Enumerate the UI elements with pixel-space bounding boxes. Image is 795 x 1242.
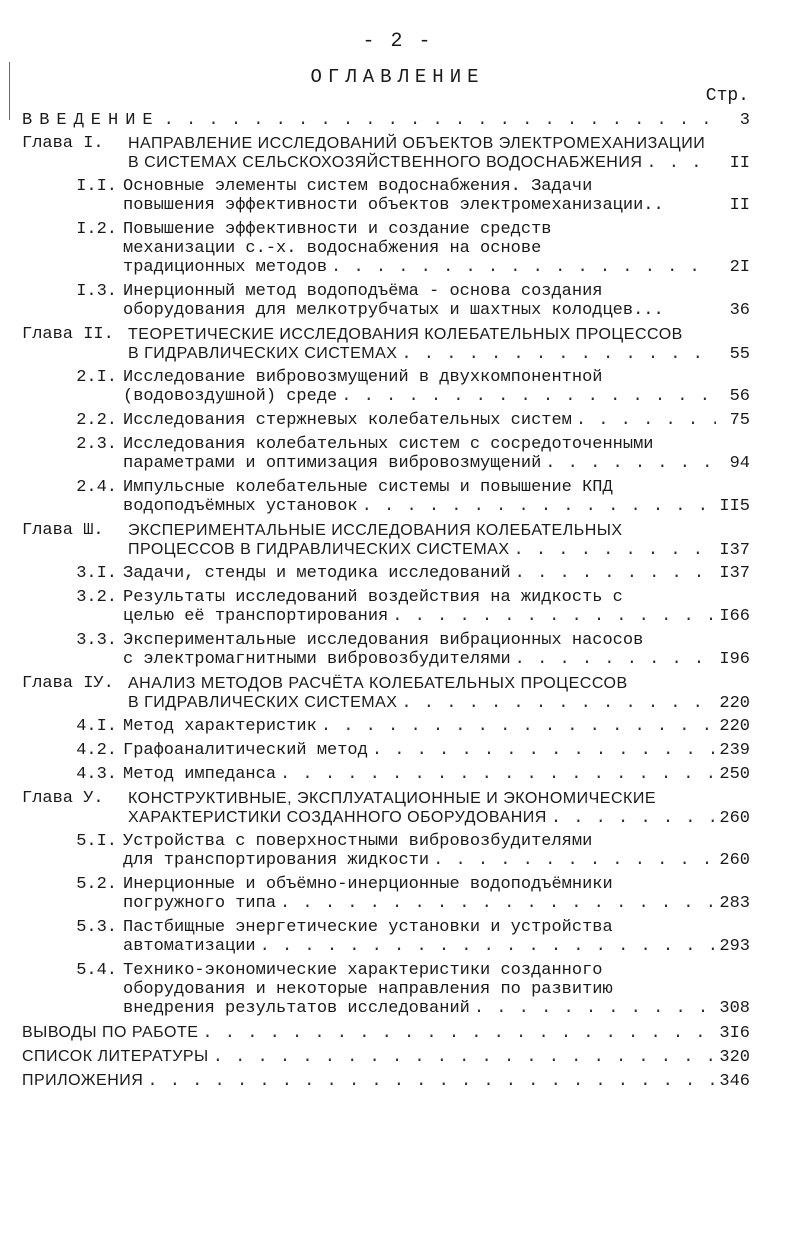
leader-dots	[280, 765, 715, 784]
entry-page: I37	[719, 564, 750, 583]
entry-title-line: ХАРАКТЕРИСТИКИ СОЗДАННОГО ОБОРУДОВАНИЯ	[128, 809, 547, 826]
leader-dots	[372, 741, 716, 760]
entry-title-line: КОНСТРУКТИВНЫЕ, ЭКСПЛУАТАЦИОННЫЕ И ЭКОНОМИЧЕСКИЕ	[128, 790, 657, 807]
entry-title: ВВЕДЕНИЕ	[22, 111, 160, 130]
entry-page: 260	[719, 809, 750, 828]
entry-title-line: внедрения результатов исследований	[123, 999, 470, 1018]
entry-title-line: Повышение эффективности и создание средств	[123, 220, 552, 239]
section-number: 2.2.	[76, 411, 117, 430]
entry-title-line: НАПРАВЛЕНИЕ ИССЛЕДОВАНИЙ ОБЪЕКТОВ ЭЛЕКТРОМЕХАНИЗАЦИИ	[128, 135, 706, 152]
entry-page: 3I6	[719, 1024, 750, 1043]
toc-entry-section-1-3[interactable]	[22, 282, 750, 320]
entry-title-line: Устройства с поверхностными вибровозбудителями	[123, 832, 593, 851]
entry-title-line: Пастбищные энергетические установки и устройства	[123, 918, 613, 937]
entry-title: ВЫВОДЫ ПО РАБОТЕ	[22, 1024, 199, 1041]
leader-dots	[213, 1048, 716, 1067]
entry-page: 250	[719, 765, 750, 784]
chapter-number: Глава IУ.	[22, 674, 114, 693]
entry-title-line: Технико-экономические характеристики созданного	[123, 961, 603, 980]
section-number: 3.2.	[76, 588, 117, 607]
toc-entry-section-5-1[interactable]	[22, 832, 750, 870]
toc-entry-section-3-2[interactable]	[22, 588, 750, 626]
entry-title-line: Исследования колебательных систем с сосредоточенными	[123, 435, 654, 454]
leader-dots	[362, 497, 716, 516]
entry-page: II5	[719, 497, 750, 516]
page-number: - 2 -	[362, 30, 433, 53]
leader-dots	[280, 894, 715, 913]
section-number: 4.I.	[76, 717, 117, 736]
entry-title-line: (водовоздушной) среде	[123, 387, 338, 406]
entry-title-line: повышения эффективности объектов электромеханизации..	[123, 196, 664, 215]
entry-title-line: Экспериментальные исследования вибрационных насосов	[123, 631, 644, 650]
section-number: 2.4.	[76, 478, 117, 497]
section-number: I.2.	[76, 220, 117, 239]
section-number: 5.I.	[76, 832, 117, 851]
entry-title-line: Импульсные колебательные системы и повышение КПД	[123, 478, 613, 497]
entry-page: 55	[729, 345, 750, 364]
leader-dots	[260, 937, 716, 956]
toc-entry-section-2-4[interactable]	[22, 478, 750, 516]
chapter-number: Глава II.	[22, 325, 114, 344]
entry-title-line: Метод импеданса	[123, 765, 277, 784]
entry-page: 220	[719, 717, 750, 736]
entry-title: СПИСОК ЛИТЕРАТУРЫ	[22, 1048, 209, 1065]
entry-title-line: параметрами и оптимизация вибровозмущений	[123, 454, 542, 473]
toc-entry-chapter-2[interactable]	[22, 325, 750, 364]
entry-title-line: В ГИДРАВЛИЧЕСКИХ СИСТЕМАХ	[128, 694, 398, 711]
toc-entry-section-5-2[interactable]	[22, 875, 750, 913]
leader-dots	[576, 411, 716, 430]
toc-entry-section-5-4[interactable]	[22, 961, 750, 1018]
leader-dots	[341, 387, 716, 406]
entry-page: 94	[729, 454, 750, 473]
entry-title-line: механизации с.-х. водоснабжения на основе	[123, 239, 542, 258]
entry-page: 75	[729, 411, 750, 430]
entry-title: ПРИЛОЖЕНИЯ	[22, 1072, 144, 1089]
entry-title-line: Инерционные и объёмно-инерционные водоподъёмники	[123, 875, 613, 894]
section-number: 5.2.	[76, 875, 117, 894]
entry-page: 346	[719, 1072, 750, 1091]
entry-title-line: автоматизации	[123, 937, 256, 956]
leader-dots	[545, 454, 716, 473]
toc-entry-references[interactable]	[22, 1047, 750, 1067]
leader-dots	[331, 258, 716, 277]
leader-dots	[401, 694, 715, 713]
entry-title-line: В ГИДРАВЛИЧЕСКИХ СИСТЕМАХ	[128, 345, 398, 362]
toc-entry-chapter-5[interactable]	[22, 789, 750, 828]
leader-dots	[515, 564, 716, 583]
section-number: 4.3.	[76, 765, 117, 784]
entry-page: 56	[729, 387, 750, 406]
entry-title-line: для транспортирования жидкости	[123, 851, 430, 870]
leader-dots	[551, 809, 716, 828]
leader-dots	[474, 999, 716, 1018]
toc-entry-chapter-4[interactable]	[22, 674, 750, 713]
entry-title-line: Задачи, стенды и методика исследований	[123, 564, 511, 583]
entry-title-line: АНАЛИЗ МЕТОДОВ РАСЧЁТА КОЛЕБАТЕЛЬНЫХ ПРОЦЕССОВ	[128, 675, 628, 692]
entry-title-line: водоподъёмных установок	[123, 497, 358, 516]
toc-entry-section-4-3[interactable]	[22, 765, 750, 784]
entry-page: II	[729, 154, 750, 173]
leader-dots	[147, 1072, 715, 1091]
entry-page: 2I	[729, 258, 750, 277]
leader-dots	[514, 541, 716, 560]
entry-page: 220	[719, 694, 750, 713]
entry-title-line: Результаты исследований воздействия на жидкость с	[123, 588, 623, 607]
section-number: 3.3.	[76, 631, 117, 650]
table-of-contents	[22, 111, 750, 1095]
chapter-number: Глава Ш.	[22, 521, 104, 540]
section-number: 5.4.	[76, 961, 117, 980]
entry-page: 320	[719, 1048, 750, 1067]
entry-page: 283	[719, 894, 750, 913]
toc-entry-section-3-1[interactable]	[22, 564, 750, 583]
leader-dots	[515, 650, 716, 669]
page-column-header: Стр.	[705, 86, 749, 106]
leader-dots	[202, 1024, 715, 1043]
entry-page: 260	[719, 851, 750, 870]
entry-title-line: Графоаналитический метод	[123, 741, 368, 760]
toc-entry-appendices[interactable]	[22, 1071, 750, 1091]
entry-title-line: Метод характеристик	[123, 717, 317, 736]
toc-entry-section-2-1[interactable]	[22, 368, 750, 406]
section-number: 2.3.	[76, 435, 117, 454]
entry-title-line: Исследование вибровозмущений в двухкомпонентной	[123, 368, 603, 387]
toc-entry-chapter-1[interactable]	[22, 134, 750, 173]
entry-page: I96	[719, 650, 750, 669]
entry-page: I37	[719, 541, 750, 560]
toc-entry-conclusions[interactable]	[22, 1023, 750, 1043]
toc-entry-section-4-1[interactable]	[22, 717, 750, 736]
toc-entry-section-3-3[interactable]	[22, 631, 750, 669]
entry-title-line: Основные элементы систем водоснабжения. Задачи	[123, 177, 593, 196]
leader-dots	[392, 607, 715, 626]
toc-entry-section-1-1[interactable]	[22, 177, 750, 215]
toc-entry-section-1-2[interactable]	[22, 220, 750, 277]
entry-title-line: ПРОЦЕССОВ В ГИДРАВЛИЧЕСКИХ СИСТЕМАХ	[128, 541, 510, 558]
leader-dots	[401, 345, 716, 364]
chapter-number: Глава У.	[22, 789, 104, 808]
toc-entry-section-5-3[interactable]	[22, 918, 750, 956]
entry-title-line: оборудования и некоторые направления по развитию	[123, 980, 613, 999]
leader-dots	[164, 111, 716, 130]
chapter-number: Глава I.	[22, 134, 104, 153]
entry-title-line: целью её транспортирования	[123, 607, 389, 626]
leader-dots	[433, 851, 715, 870]
leader-dots	[646, 154, 716, 173]
toc-entry-section-4-2[interactable]	[22, 741, 750, 760]
entry-title-line: В СИСТЕМАХ СЕЛЬСКОХОЗЯЙСТВЕННОГО ВОДОСНАБЖЕНИЯ	[128, 154, 643, 171]
entry-page: I66	[719, 607, 750, 626]
toc-entry-intro[interactable]	[22, 111, 750, 130]
leader-dots	[321, 717, 716, 736]
toc-entry-section-2-2[interactable]	[22, 411, 750, 430]
entry-title-line: с электромагнитными вибровозбудителями	[123, 650, 511, 669]
section-number: 4.2.	[76, 741, 117, 760]
toc-entry-section-2-3[interactable]	[22, 435, 750, 473]
entry-title-line: ТЕОРЕТИЧЕСКИЕ ИССЛЕДОВАНИЯ КОЛЕБАТЕЛЬНЫХ ПРОЦЕССОВ	[128, 326, 683, 343]
entry-title-line: оборудования для мелкотрубчатых и шахтных колодцев...	[123, 301, 664, 320]
toc-title: ОГЛАВЛЕНИЕ	[310, 66, 485, 88]
entry-title-line: Инерционный метод водоподъёма - основа создания	[123, 282, 603, 301]
entry-title-line: ЭКСПЕРИМЕНТАЛЬНЫЕ ИССЛЕДОВАНИЯ КОЛЕБАТЕЛЬНЫХ	[128, 522, 623, 539]
entry-page: 3	[739, 111, 750, 130]
entry-page: 308	[719, 999, 750, 1018]
section-number: I.I.	[76, 177, 117, 196]
entry-page: II	[729, 196, 750, 215]
entry-page: 239	[719, 741, 750, 760]
section-number: I.3.	[76, 282, 117, 301]
entry-page: 36	[729, 301, 750, 320]
entry-title-line: погружного типа	[123, 894, 277, 913]
entry-title-line: Исследования стержневых колебательных систем	[123, 411, 572, 430]
section-number: 5.3.	[76, 918, 117, 937]
toc-entry-chapter-3[interactable]	[22, 521, 750, 560]
entry-page: 293	[719, 937, 750, 956]
entry-title-line: традиционных методов	[123, 258, 328, 277]
section-number: 3.I.	[76, 564, 117, 583]
section-number: 2.I.	[76, 368, 117, 387]
